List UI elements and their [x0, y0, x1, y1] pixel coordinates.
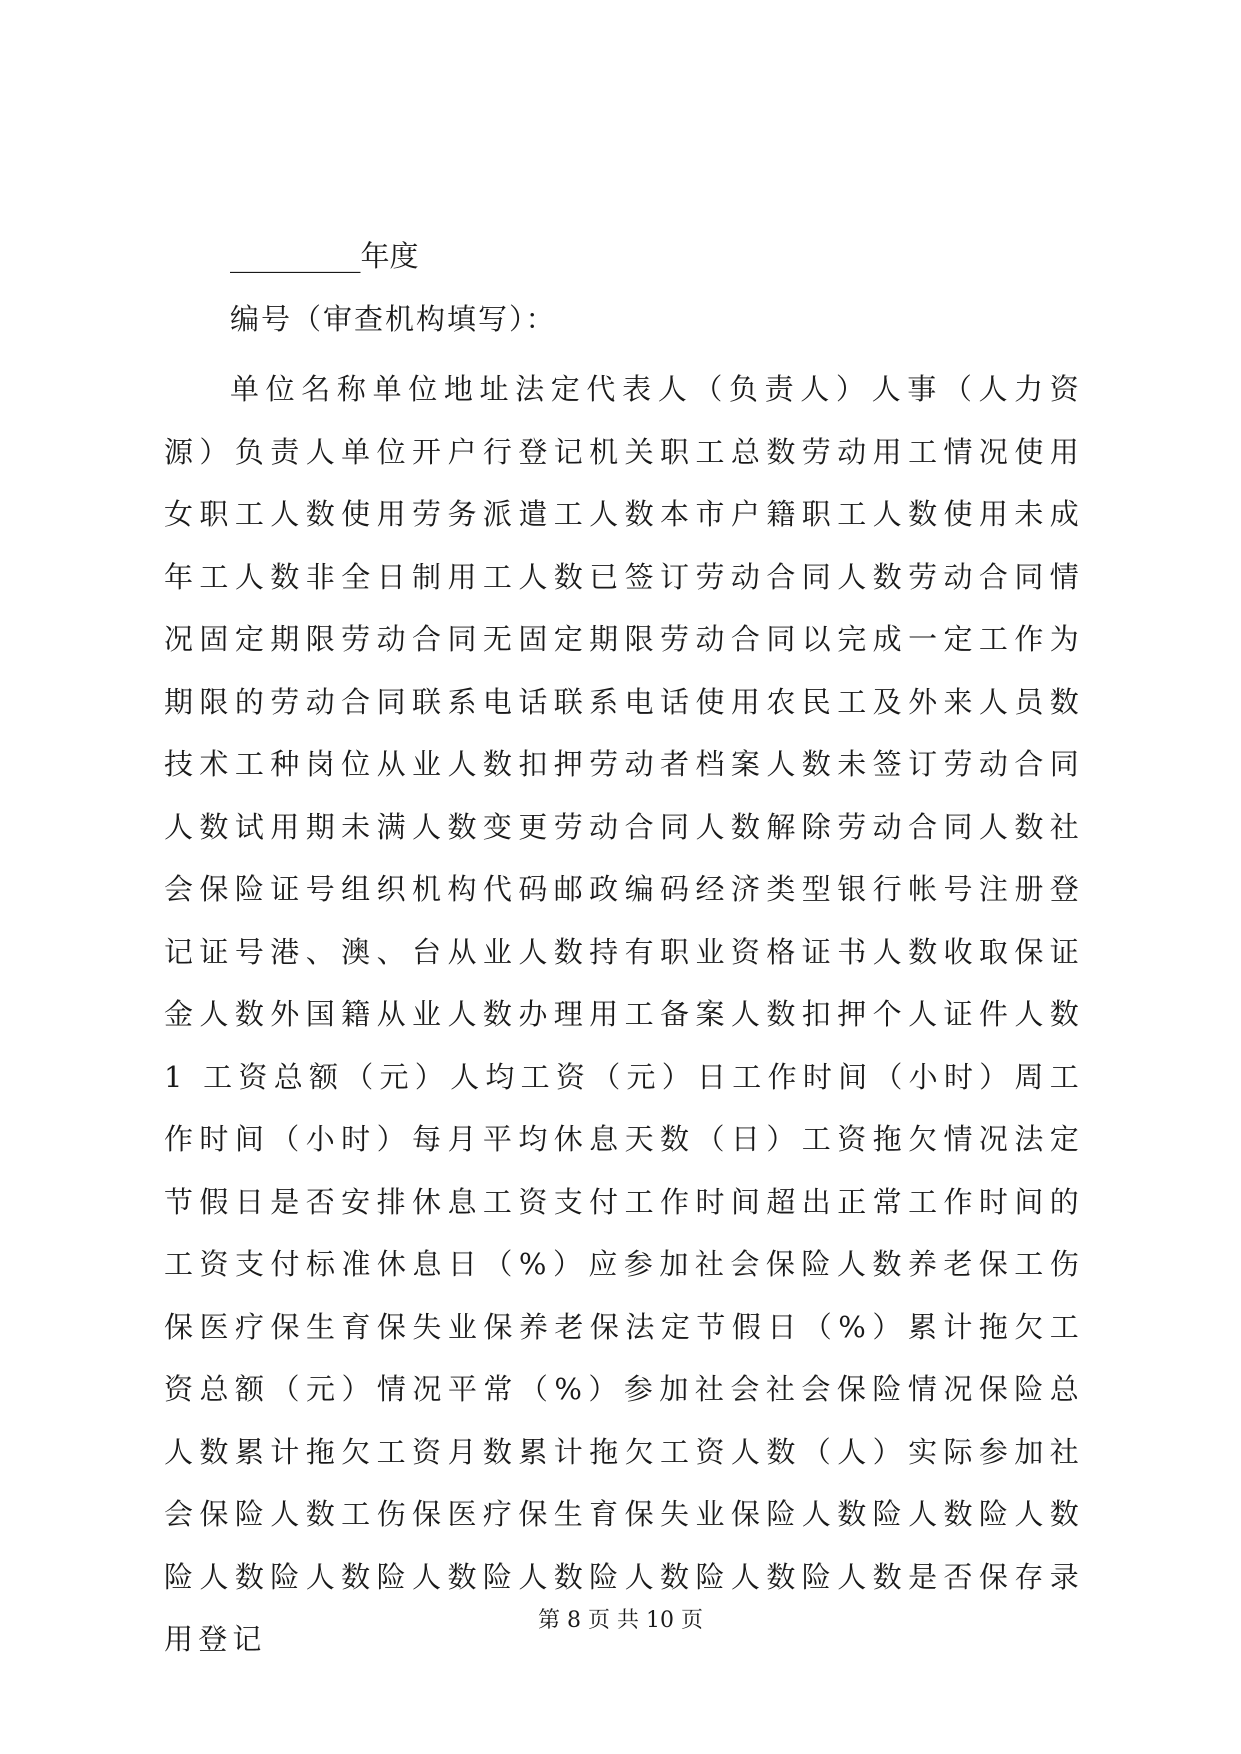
serial-number-line: 编号（审查机构填写）：: [230, 302, 557, 336]
body-paragraph: 单位名称单位地址法定代表人（负责人）人事（人力资源）负责人单位开户行登记机关职工总数劳动用工情况使用女职工人数使用劳务派遣工人数本市户籍职工人数使用未成年工人数非全日制用工人数已签订劳动合同人数劳动合同情况固定期限劳动合同无固定期限劳动合同以完成一定工作为期限的劳动合同联系电话联系电话使用农民工及外来人员数技术工种岗位从业人数扣押劳动者档案人数未签订劳动合同人数试用期未满人数变更劳动合同人数解除劳动合同人数社会保险证号组织机构代码邮政编码经济类型银行帐号注册登记证号港、澳、台从业人数持有职业资格证书人数收取保证金人数外国籍从业人数办理用工备案人数扣押个人证件人数 1 工资总额（元）人均工资（元）日工作时间（小时）周工作时间（小时）每月平均休息天数（日）工资拖欠情况法定节假日是否安排休息工资支付工作时间超出正常工作时间的工资支付标准休息日（%）应参加社会保险人数养老保工伤保医疗保生育保失业保养老保法定节假日（%）累计拖欠工资总额（元）情况平常（%）参加社会社会保险情况保险总人数累计拖欠工资月数累计拖欠工资人数（人）实际参加社会保险人数工伤保医疗保生育保失业保险人数险人数险人数险人数险人数险人数险人数险人数险人数险人数是否保存录用登记: [164, 372, 1084, 1656]
year-label: 年度: [360, 239, 419, 273]
year-blank: _________: [230, 239, 361, 273]
year-line: [230, 236, 419, 276]
page-footer: 第 8 页 共 10 页: [538, 1608, 703, 1633]
